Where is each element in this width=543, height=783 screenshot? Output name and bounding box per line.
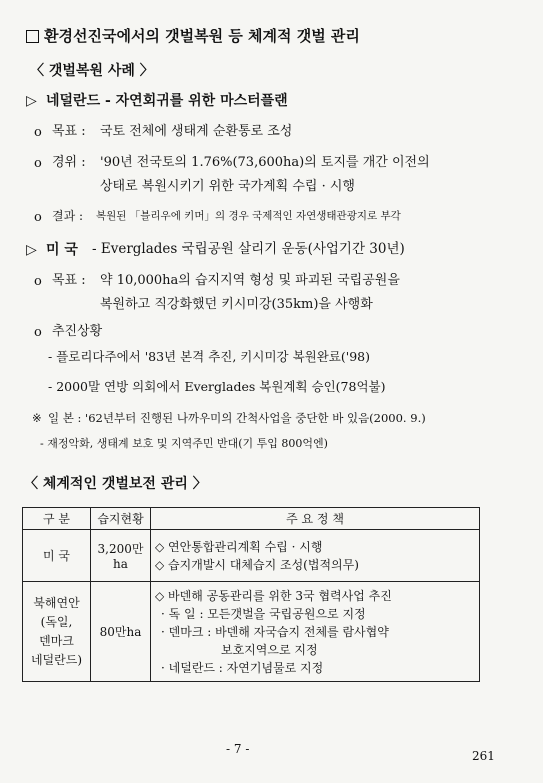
table-cell-wetland-area: 3,200만ha [91, 530, 151, 582]
policy-item: · 독 일 : 모든갯벌을 국립공원으로 지정 [161, 606, 366, 621]
table-cell-policies [151, 582, 480, 682]
country-name: 북해연안 [33, 595, 80, 610]
netherlands-purpose-label: 목표 : [52, 124, 86, 139]
main-heading: 환경선진국에서의 갯벌복원 등 체계적 갯벌 관리 [44, 27, 360, 45]
usa-progress-label: 추진상황 [52, 324, 103, 339]
usa-progress-line2: - 2000말 연방 의회에서 Everglades 복원계획 승인(78억불) [48, 379, 386, 394]
table-cell-country [23, 582, 91, 682]
table-row [23, 582, 480, 682]
bullet-icon: o [34, 274, 42, 289]
usa-purpose-line1: 약 10,000ha의 습지지역 형성 및 파괴된 국립공원을 [100, 273, 400, 288]
netherlands-result-label: 결과 : [52, 209, 84, 223]
policy-item: ◇ 바덴해 공동관리를 위한 3국 협력사업 추진 [155, 588, 392, 603]
policy-item: · 덴마크 : 바덴해 자국습지 전체를 람사협약 [161, 624, 389, 639]
netherlands-background-line1: '90년 전국토의 1.76%(73,600ha)의 토지를 개간 이전의 [100, 155, 430, 170]
country-name: 네덜란드) [30, 652, 83, 667]
note-mark: ※ [32, 411, 42, 425]
table-header-wetland-status: 습지현황 [91, 508, 151, 530]
usa-purpose-line2: 복원하고 직강화했던 키시미강(35km)을 사행화 [100, 297, 373, 312]
section-title-systematic-management: 〈 체계적인 갯벌보전 관리 〉 [24, 476, 207, 492]
country-name: (독일, [40, 614, 73, 629]
country-name: 미 국 [43, 549, 70, 563]
bullet-icon: o [34, 210, 42, 225]
usa-purpose-label: 목표 : [52, 273, 86, 288]
policy-item: ◇ 연안통합관리계획 수립 · 시행 [155, 539, 323, 554]
table-header-division: 구 분 [23, 508, 91, 530]
netherlands-title: 네덜란드 - 자연회귀를 위한 마스터플랜 [46, 93, 288, 109]
netherlands-result: 복원된 「블리우에 키머」의 경우 국제적인 자연생태관광지로 부각 [96, 210, 401, 222]
triangle-marker-icon: ▷ [26, 93, 37, 109]
table-cell-wetland-area: 80만ha [91, 582, 151, 682]
japan-note-line2: - 재정악화, 생태계 보호 및 지역주민 반대(기 투입 800억엔) [40, 437, 328, 450]
netherlands-background-line2: 상태로 복원시키기 위한 국가계획 수립 · 시행 [100, 179, 355, 194]
country-name: 덴마크 [39, 633, 74, 648]
bullet-icon: o [34, 325, 42, 340]
table-row [23, 530, 480, 582]
policy-item: 보호지역으로 지정 [221, 642, 318, 657]
book-page-number: 261 [472, 749, 495, 763]
policy-item: ◇ 습지개발시 대체습지 조성(법적의무) [155, 557, 359, 572]
policy-item: · 네덜란드 : 자연기념물로 지정 [161, 660, 324, 675]
usa-title: - Everglades 국립공원 살리기 운동(사업기간 30년) [92, 241, 405, 257]
table-cell-country [23, 530, 91, 582]
table-header-main-policy: 주 요 정 책 [151, 508, 480, 530]
usa-title-country: 미 국 [46, 242, 78, 258]
bullet-icon: o [34, 156, 42, 171]
section-title-restoration-cases: 〈 갯벌복원 사례 〉 [30, 63, 154, 79]
netherlands-background-label: 경위 : [52, 155, 86, 170]
usa-progress-line1: - 플로리다주에서 '83년 본격 추진, 키시미강 복원완료('98) [48, 349, 370, 364]
page-number: - 7 - [226, 742, 250, 756]
japan-note-line1: 일 본 : '62년부터 진행된 나까우미의 간척사업을 중단한 바 있음(2000. 9.) [48, 411, 426, 425]
netherlands-purpose: 국토 전체에 생태계 순환통로 조성 [100, 124, 293, 139]
bullet-icon: o [34, 125, 42, 140]
triangle-marker-icon: ▷ [26, 242, 37, 258]
table-header-row [23, 508, 480, 530]
table-cell-policies [151, 530, 480, 582]
wetland-management-table [22, 507, 480, 682]
heading-checkbox-icon [26, 30, 39, 43]
